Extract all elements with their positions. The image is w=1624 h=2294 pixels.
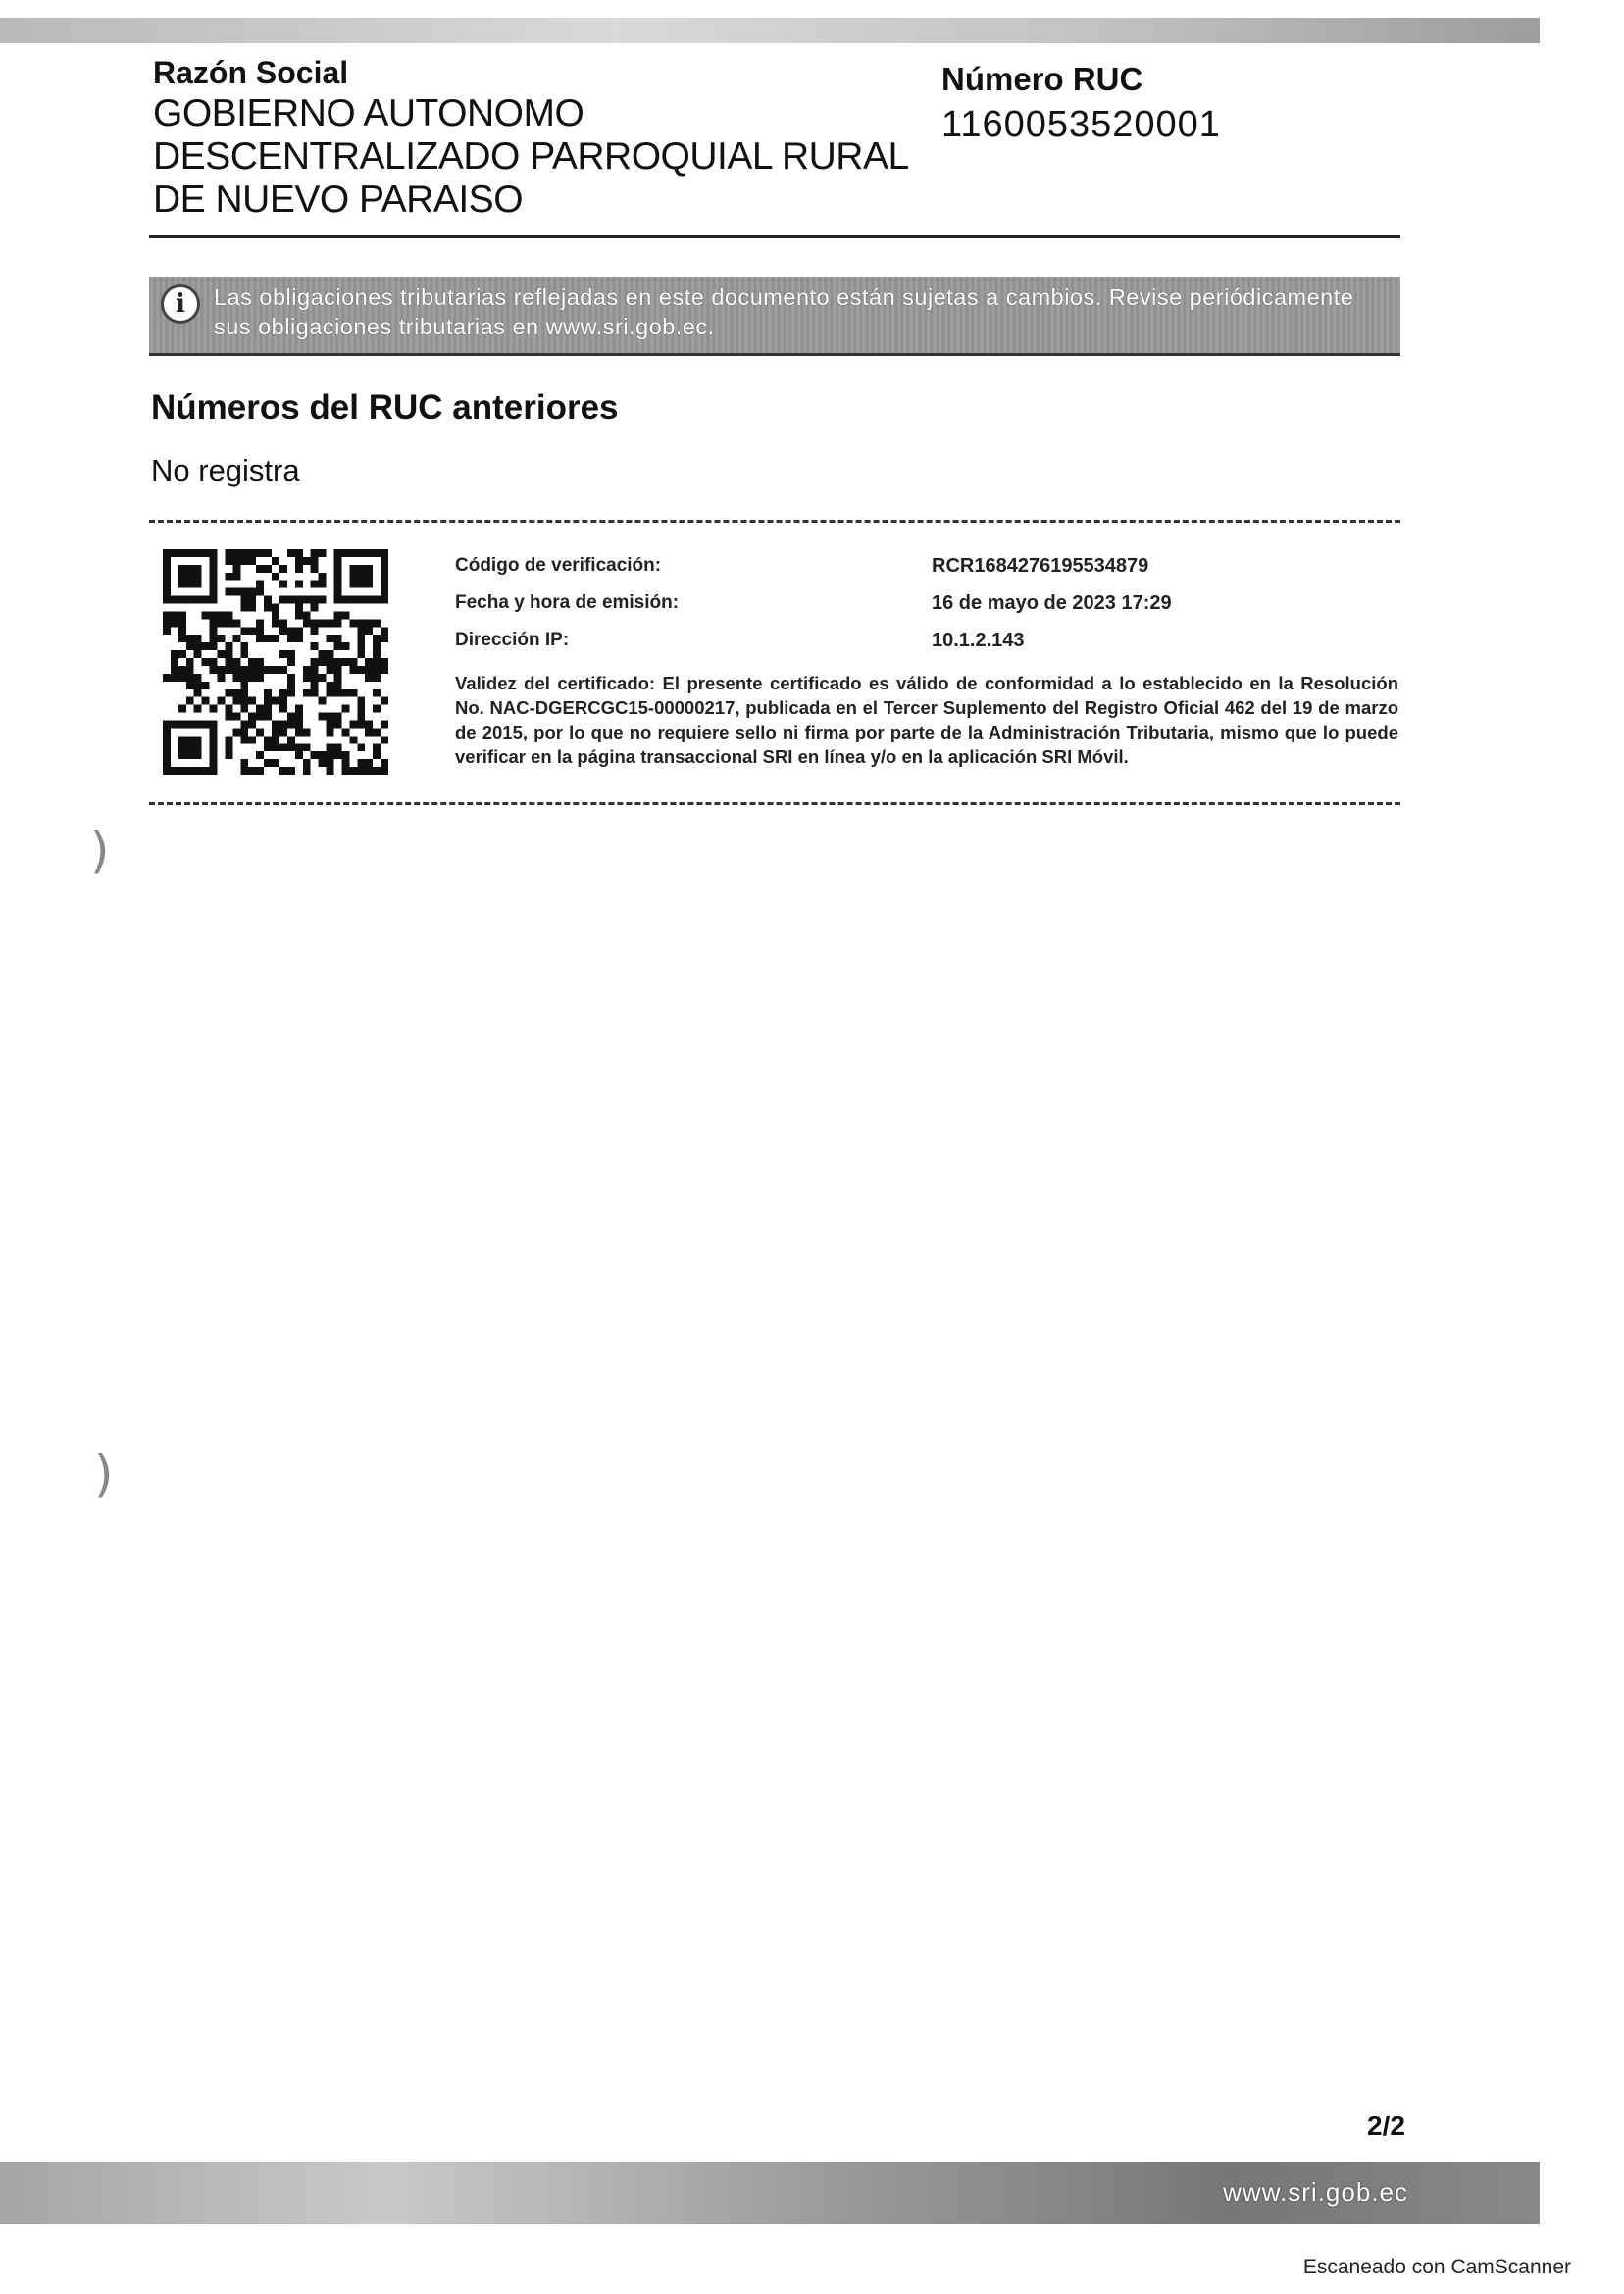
info-icon: i (161, 284, 200, 324)
document-header (149, 51, 1400, 233)
ip-address-label: Dirección IP: (455, 630, 570, 650)
verification-top-divider (149, 520, 1400, 523)
validity-statement: Validez del certificado: El presente certificado es válido de conformidad a lo establecido en la Resolución No. NAC-DGERCGC15-00000217, publicada en el Tercer Suplemento del Registro Oficial 462 del 19 de marzo de 2015, por lo que no requiere sello ni firma por parte de la Administración Tributaria, mismo que lo puede verificar en la página transaccional SRI en línea y/o en la aplicación SRI Móvil. (455, 673, 1398, 767)
top-header-band (0, 18, 1540, 43)
page-number: 2/2 (1367, 2111, 1405, 2141)
previous-ruc-value: No registra (151, 453, 300, 487)
razon-social-label: Razón Social (153, 55, 349, 90)
ruc-value: 1160053520001 (941, 104, 1221, 145)
razon-social-value: GOBIERNO AUTONOMO DESCENTRALIZADO PARROQUIAL RURAL DE NUEVO PARAISO (153, 92, 908, 221)
footer-band (0, 2162, 1540, 2224)
qr-code (163, 545, 388, 779)
header-divider (149, 235, 1400, 238)
ip-address-value: 10.1.2.143 (932, 630, 1025, 651)
verification-code-label: Código de verificación: (455, 555, 662, 576)
verification-code-value: RCR1684276195534879 (932, 555, 1149, 577)
notice-banner (149, 277, 1400, 356)
emission-date-label: Fecha y hora de emisión: (455, 592, 680, 613)
ruc-label: Número RUC (941, 61, 1143, 97)
previous-ruc-title: Números del RUC anteriores (151, 388, 619, 427)
emission-date-value: 16 de mayo de 2023 17:29 (932, 592, 1172, 614)
verification-bottom-divider (149, 802, 1400, 805)
scanner-watermark: Escaneado con CamScanner (1302, 2256, 1571, 2278)
punch-hole-mark: ) (94, 1446, 114, 1503)
notice-text: Las obligaciones tributarias reflejadas en este documento están sujetas a cambios. Revise periódicamente sus obligaciones tributarias en www.sri.gob.ec. (214, 284, 1354, 339)
punch-hole-mark: ) (90, 822, 110, 879)
footer-url: www.sri.gob.ec (1223, 2177, 1408, 2207)
qr-code-image (163, 545, 388, 779)
